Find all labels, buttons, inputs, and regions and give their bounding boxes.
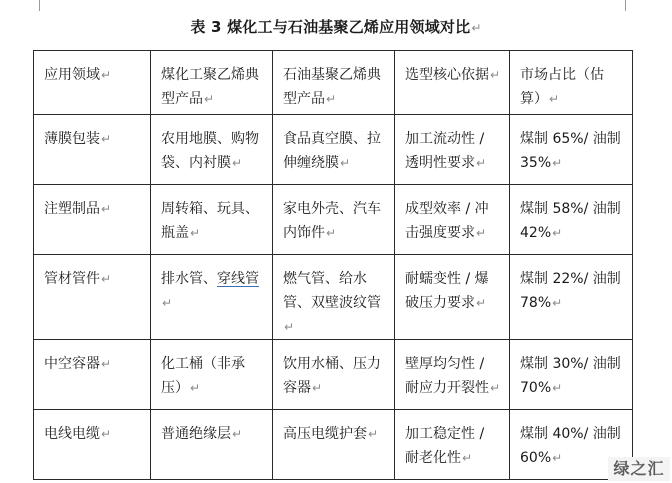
table-row	[34, 255, 633, 340]
paragraph-mark-icon: ↵	[101, 132, 112, 146]
table-header-row	[34, 51, 633, 115]
cell-oil-product: 家电外壳、汽车内饰件	[283, 201, 381, 241]
cell-basis: 耐蠕变性 / 爆破压力要求	[405, 271, 489, 311]
header-cell	[151, 51, 273, 115]
page-corner-mark-right	[625, 0, 638, 11]
cell-share: 煤制 40%/ 油制 60%	[520, 426, 621, 466]
table-cell	[395, 340, 510, 410]
header-share: 市场占比（估算）	[520, 67, 604, 107]
paragraph-mark-icon: ↵	[101, 357, 112, 371]
paragraph-mark-icon: ↵	[101, 68, 112, 82]
paragraph-mark-icon: ↵	[552, 451, 563, 465]
cell-oil-product: 饮用水桶、压力容器	[283, 356, 381, 396]
table-cell	[151, 115, 273, 185]
paragraph-mark-icon: ↵	[476, 226, 487, 240]
paragraph-mark-icon: ↵	[340, 156, 351, 170]
table-cell	[151, 185, 273, 255]
paragraph-mark-icon: ↵	[552, 296, 563, 310]
paragraph-mark-icon: ↵	[552, 381, 563, 395]
paragraph-mark-icon: ↵	[490, 68, 501, 82]
cell-share: 煤制 22%/ 油制 78%	[520, 271, 621, 311]
cell-field: 薄膜包装	[44, 131, 100, 147]
cell-coal-product: 排水管、	[161, 271, 217, 287]
paragraph-mark-icon: ↵	[101, 427, 112, 441]
table-cell	[273, 255, 395, 340]
paragraph-mark-icon: ↵	[326, 226, 337, 240]
paragraph-mark-icon: ↵	[476, 156, 487, 170]
cell-basis: 成型效率 / 冲击强度要求	[405, 201, 489, 241]
table-row	[34, 185, 633, 255]
paragraph-mark-icon: ↵	[368, 427, 379, 441]
paragraph-mark-icon: ↵	[162, 296, 173, 310]
cell-field: 电线电缆	[44, 426, 100, 442]
paragraph-mark-icon: ↵	[101, 272, 112, 286]
header-cell	[34, 51, 151, 115]
header-basis: 选型核心依据	[405, 67, 489, 83]
paragraph-mark-icon: ↵	[204, 92, 215, 106]
table-cell	[34, 410, 151, 480]
cell-basis: 壁厚均匀性 / 耐应力开裂性	[405, 356, 489, 396]
paragraph-mark-icon: ↵	[490, 381, 501, 395]
header-oil-product: 石油基聚乙烯典型产品	[283, 67, 381, 107]
header-cell	[395, 51, 510, 115]
table-cell	[395, 410, 510, 480]
table-cell	[510, 340, 633, 410]
header-coal-product: 煤化工聚乙烯典型产品	[161, 67, 259, 107]
paragraph-mark-icon: ↵	[232, 427, 243, 441]
cell-coal-product: 普通绝缘层	[161, 426, 231, 442]
cell-oil-product: 燃气管、给水管、双壁波纹管	[283, 271, 381, 311]
table-cell	[510, 185, 633, 255]
table-row	[34, 115, 633, 185]
cell-coal-product-underlined: 穿线管	[217, 271, 259, 287]
table-cell	[273, 115, 395, 185]
header-field: 应用领域	[44, 67, 100, 83]
cell-coal-product: 周转箱、玩具、瓶盖	[161, 201, 259, 241]
table-cell	[34, 185, 151, 255]
paragraph-mark-icon: ↵	[476, 296, 487, 310]
cell-basis: 加工稳定性 / 耐老化性	[405, 426, 485, 466]
paragraph-mark-icon: ↵	[190, 226, 201, 240]
paragraph-mark-icon: ↵	[552, 226, 563, 240]
header-cell	[510, 51, 633, 115]
cell-basis: 加工流动性 / 透明性要求	[405, 131, 485, 171]
table-cell	[273, 340, 395, 410]
cell-oil-product: 食品真空膜、拉伸缠绕膜	[283, 131, 381, 171]
cell-share: 煤制 30%/ 油制 70%	[520, 356, 621, 396]
table-cell	[151, 340, 273, 410]
table-cell	[395, 185, 510, 255]
table-cell	[510, 255, 633, 340]
table-cell	[34, 340, 151, 410]
table-cell	[151, 255, 273, 340]
table-cell	[34, 115, 151, 185]
watermark-logo: 绿之汇	[608, 457, 670, 481]
cell-field: 中空容器	[44, 356, 100, 372]
table-cell	[151, 410, 273, 480]
table-cell	[34, 255, 151, 340]
table-row	[34, 410, 633, 480]
table-caption-text: 表 3 煤化工与石油基聚乙烯应用领域对比	[190, 18, 471, 36]
paragraph-mark-icon: ↵	[462, 451, 473, 465]
table-row	[34, 340, 633, 410]
table-cell	[395, 255, 510, 340]
cell-coal-product: 农用地膜、购物袋、内衬膜	[161, 131, 259, 171]
paragraph-mark-icon: ↵	[284, 320, 295, 334]
table-caption	[0, 16, 672, 37]
table-cell	[273, 410, 395, 480]
table-cell	[510, 115, 633, 185]
cell-field: 注塑制品	[44, 201, 100, 217]
paragraph-mark-icon: ↵	[232, 156, 243, 170]
paragraph-mark-icon: ↵	[549, 92, 560, 106]
header-cell	[273, 51, 395, 115]
cell-field: 管材管件	[44, 271, 100, 287]
paragraph-mark-icon: ↵	[312, 381, 323, 395]
cell-share: 煤制 58%/ 油制 42%	[520, 201, 621, 241]
paragraph-mark-icon: ↵	[190, 381, 201, 395]
table-cell	[273, 185, 395, 255]
paragraph-mark-icon: ↵	[471, 21, 482, 35]
cell-share: 煤制 65%/ 油制 35%	[520, 131, 621, 171]
page-corner-mark-left	[27, 0, 40, 11]
paragraph-mark-icon: ↵	[326, 92, 337, 106]
table-cell	[395, 115, 510, 185]
cell-oil-product: 高压电缆护套	[283, 426, 367, 442]
paragraph-mark-icon: ↵	[101, 202, 112, 216]
paragraph-mark-icon: ↵	[552, 156, 563, 170]
cell-coal-product: 化工桶（非承压）	[161, 356, 245, 396]
comparison-table	[33, 50, 633, 480]
